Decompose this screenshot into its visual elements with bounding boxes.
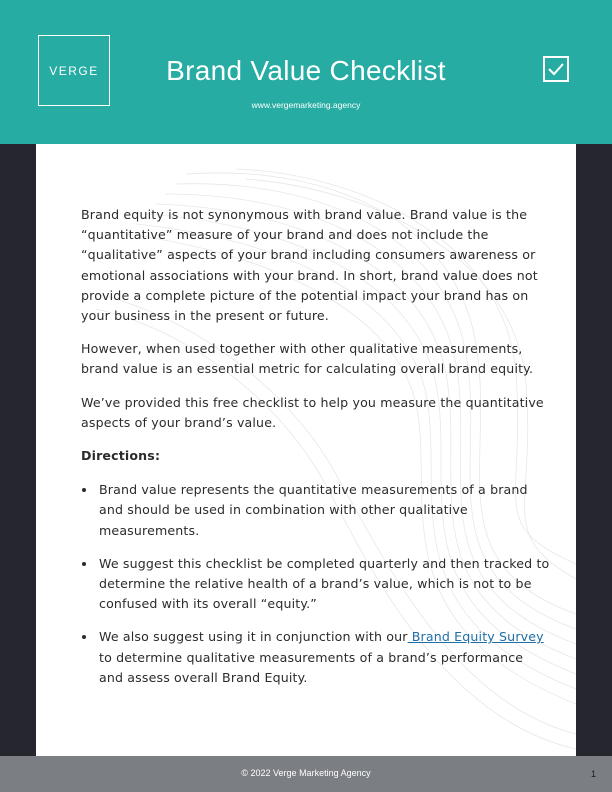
directions-list [81, 480, 551, 688]
directions-heading: Directions: [81, 448, 161, 464]
bullet-text-before: We also suggest using it in conjunction with our [99, 629, 408, 645]
footer-bar [0, 756, 612, 792]
header-banner [0, 0, 612, 144]
page-number: 1 [590, 769, 596, 779]
list-item: We suggest this checklist be completed quarterly and then tracked to determine the relative health of a brand’s value, which is not to be confused with its overall “equity.” [81, 554, 551, 615]
page-title: Brand Value Checklist [166, 55, 446, 86]
list-item [81, 627, 551, 688]
copyright-text: © 2022 Verge Marketing Agency [241, 768, 371, 778]
logo-text: VERGE [49, 63, 99, 78]
bullet-text-after: to determine qualitative measurements of a brand’s performance and assess overall Brand Equity. [99, 649, 524, 685]
document-page [36, 144, 576, 756]
paragraph-checklist: We’ve provided this free checklist to help you measure the quantitative aspects of your brand’s value. [81, 394, 544, 430]
paragraph-intro: Brand equity is not synonymous with brand value. Brand value is the “quantitative” measure of your brand and does not include the “qualitative” aspects of your brand including consumers awareness or emotional associations with your brand. In short, brand value does not provide a complete picture of the potential impact your brand has on your business in the present or future. [81, 207, 538, 324]
paragraph-qualitative: However, when used together with other qualitative measurements, brand value is an essential metric for calculating overall brand equity. [81, 341, 534, 377]
list-item: Brand value represents the quantitative measurements of a brand and should be used in combination with other qualitative measurements. [81, 480, 551, 541]
body-content [81, 205, 551, 701]
website-url[interactable]: www.vergemarketing.agency [251, 100, 361, 110]
checkbox-icon [543, 56, 569, 82]
brand-equity-survey-link[interactable]: Brand Equity Survey [407, 629, 544, 645]
